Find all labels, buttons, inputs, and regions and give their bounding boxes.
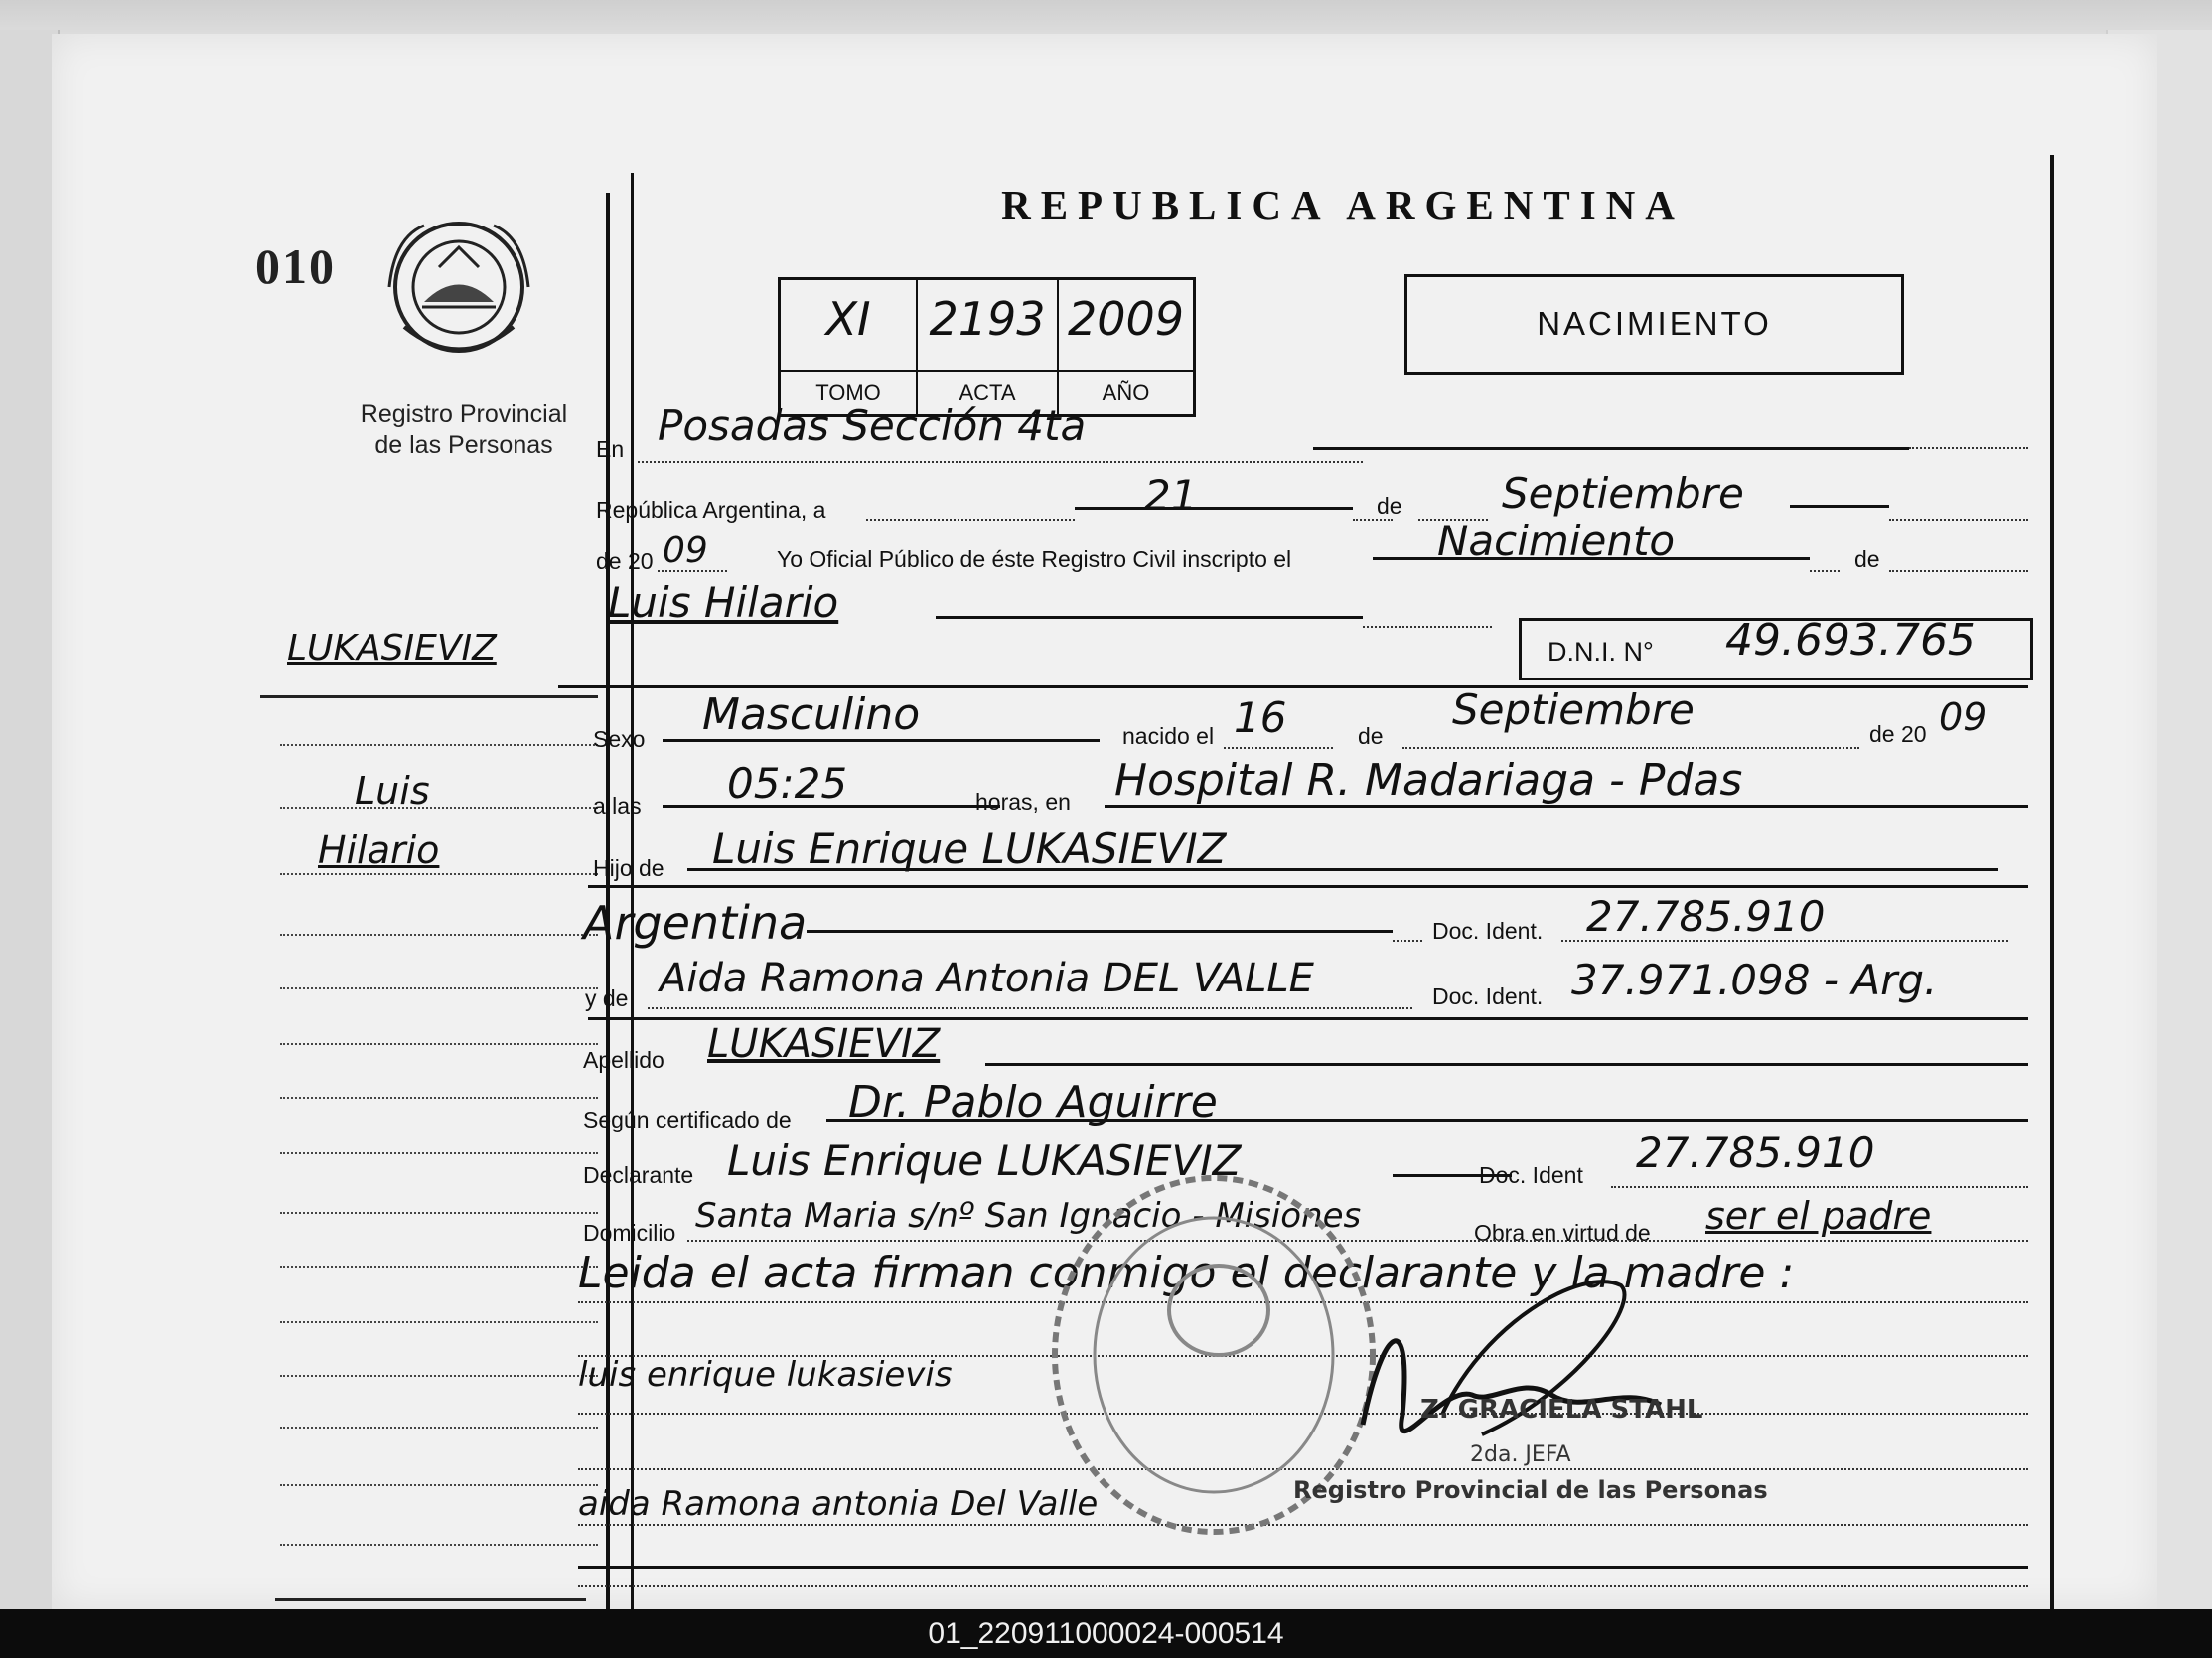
reference-table <box>778 277 1196 417</box>
child-name: Luis Hilario <box>608 578 839 627</box>
dni-value: 49.693.765 <box>1725 615 1976 666</box>
acta-value: 2193 <box>929 292 1046 346</box>
form-border-right <box>2050 155 2054 1645</box>
doc-ident-label-3: Doc. Ident <box>1479 1162 1583 1188</box>
dni-box <box>1519 615 2033 680</box>
alas-label: a las <box>593 793 642 819</box>
official-role: 2da. JEFA <box>1470 1442 1571 1467</box>
nacido-label: nacido el <box>1122 723 1215 749</box>
domicilio-label: Domicilio <box>583 1220 676 1246</box>
sexo-label: Sexo <box>593 726 646 752</box>
doc-ident-label-1: Doc. Ident. <box>1432 918 1544 944</box>
signature-declarante: luis enrique lukasievis <box>578 1355 953 1395</box>
doc-ident-label-2: Doc. Ident. <box>1432 983 1544 1009</box>
apellido-label: Apellido <box>583 1047 664 1073</box>
month-value: Septiembre <box>1502 469 1744 518</box>
father-nationality: Argentina <box>583 896 808 950</box>
de-label-2: de <box>1854 546 1880 572</box>
mother-name: Aida Ramona Antonia DEL VALLE <box>660 956 1314 1001</box>
image-id-bar: 01_220911000024-000514 <box>0 1609 2212 1658</box>
obra-label: Obra en virtud de <box>1474 1220 1651 1246</box>
declarante-doc: 27.785.910 <box>1636 1129 1875 1177</box>
certificate-page <box>52 34 2157 1609</box>
birth-year-suffix: 09 <box>1939 695 1988 739</box>
de-label-1: de <box>1377 493 1402 519</box>
tomo-label: TOMO <box>781 370 918 416</box>
sexo-value: Masculino <box>702 689 921 740</box>
dni-label: D.N.I. N° <box>1548 637 1654 667</box>
father-name: Luis Enrique LUKASIEVIZ <box>712 825 1227 873</box>
acta-label: ACTA <box>918 370 1059 416</box>
declarante-label: Declarante <box>583 1162 694 1188</box>
margin-given-name-2: Hilario <box>318 829 440 872</box>
declarante-value: Luis Enrique LUKASIEVIZ <box>727 1136 1242 1185</box>
doctor-value: Dr. Pablo Aguirre <box>848 1077 1218 1128</box>
tomo-value: XI <box>825 292 871 346</box>
segun-label: Según certificado de <box>583 1107 792 1132</box>
birth-day: 16 <box>1234 693 1287 742</box>
de2020-label: de 20 <box>1869 721 1927 747</box>
provincial-seal-icon <box>384 208 543 377</box>
hijo-label: Hijo de <box>593 855 664 881</box>
republica-label: República Argentina, a <box>596 497 826 523</box>
yde-label: y de <box>585 985 629 1011</box>
page-number: 010 <box>255 238 336 294</box>
horas-label: horas, en <box>975 789 1071 815</box>
oficial-label: Yo Oficial Público de éste Registro Civil inscripto el <box>777 546 1292 572</box>
obra-value: ser el padre <box>1705 1194 1932 1238</box>
binder-edge <box>0 30 60 1609</box>
official-office: Registro Provincial de las Personas <box>1293 1476 1768 1504</box>
time-value: 05:25 <box>727 759 848 808</box>
signature-madre: aida Ramona antonia Del Valle <box>578 1484 1099 1524</box>
anio-label: AÑO <box>1059 370 1193 416</box>
registry-name: Registro Provincial de las Personas <box>360 400 568 459</box>
apellido-value: LUKASIEVIZ <box>707 1021 941 1067</box>
birth-place: Hospital R. Madariaga - Pdas <box>1114 755 1743 806</box>
domicilio-value: Santa Maria s/nº San Ignacio - Misiones <box>695 1196 1362 1236</box>
de20-label: de 20 <box>596 548 654 574</box>
official-name: Z. GRACIELA STAHL <box>1420 1395 1703 1425</box>
de-label-3: de <box>1358 723 1384 749</box>
place-value: Posadas Sección 4ta <box>658 401 1087 450</box>
document-title: REPUBLICA ARGENTINA <box>1001 182 1685 227</box>
birth-month: Septiembre <box>1452 685 1695 734</box>
margin-surname: LUKASIEVIZ <box>287 628 497 669</box>
margin-given-name-1: Luis <box>355 769 430 813</box>
en-label: En <box>596 436 625 462</box>
document-type-box: NACIMIENTO <box>1404 274 1904 375</box>
closing-text: Leida el acta firman conmigo el declarante y la madre : <box>578 1248 1795 1298</box>
day-value: 21 <box>1144 471 1198 520</box>
father-doc: 27.785.910 <box>1586 892 1826 941</box>
anio-value: 2009 <box>1067 292 1185 346</box>
inscription-value: Nacimiento <box>1437 517 1676 565</box>
year-suffix: 09 <box>663 530 708 571</box>
margin-bottom-rule <box>275 1598 586 1601</box>
mother-doc: 37.971.098 - Arg. <box>1571 956 1938 1004</box>
